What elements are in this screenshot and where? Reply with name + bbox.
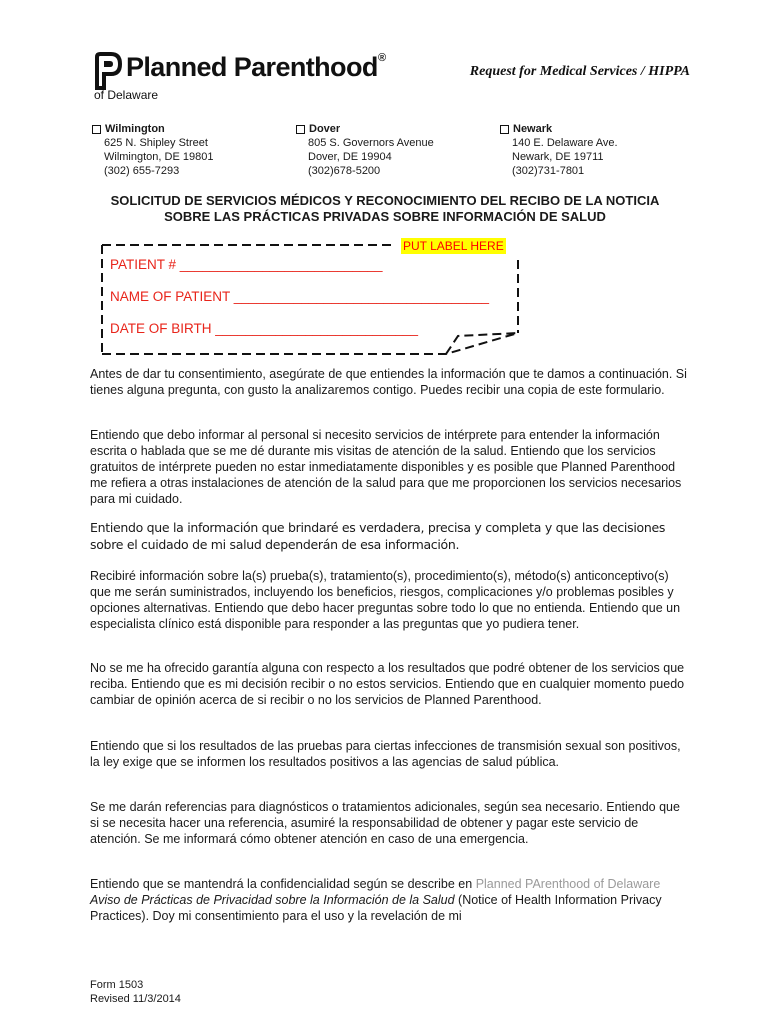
paragraph-interpreter: Entiendo que debo informar al personal si necesito servicios de intérprete para entender la información escrita o hablada que se me dé durante mis visitas de atención de la salud. Entiendo que los servicios gratuitos de intérprete pueden no estar inmediatamente disponibles y es posible que Planned Parenthood me refiera a otras instalaciones de atención de la salud para que me proporcionen los servicios necesarios para mi cuidado. [90, 428, 682, 506]
location-address: 140 E. Delaware Ave. [512, 137, 618, 149]
confidentiality-text-start: Entiendo que se mantendrá la confidencialidad según se describe en [90, 877, 476, 891]
location-phone: (302)678-5200 [308, 165, 381, 177]
paragraph-consent-intro: Antes de dar tu consentimiento, asegúrate de que entiendes la información que te damos a continuación. Si tienes alguna pregunta, con gusto la analizaremos contigo. Puedes recibir una copia de este formulario. [90, 367, 687, 397]
location-phone: (302)731-7801 [512, 165, 585, 177]
location-city: Wilmington, DE 19801 [104, 151, 214, 163]
patient-name-field[interactable]: NAME OF PATIENT __________________________________ [110, 289, 490, 304]
location-newark [500, 122, 618, 178]
form-heading [80, 193, 690, 225]
checkbox-newark[interactable] [500, 125, 509, 134]
planned-parenthood-delaware-link[interactable]: Planned PArenthood of Delaware [475, 877, 661, 891]
planned-parenthood-p-icon [92, 52, 122, 90]
location-name: Dover [309, 123, 341, 135]
logo-subtitle: of Delaware [94, 88, 159, 102]
location-name: Wilmington [105, 123, 165, 135]
location-phone: (302) 655-7293 [104, 165, 180, 177]
location-wilmington [92, 122, 213, 178]
date-of-birth-field[interactable]: DATE OF BIRTH ___________________________ [110, 321, 418, 336]
paragraph-sti-reporting: Entiendo que si los resultados de las pruebas para ciertas infecciones de transmisión sexual son positivos, la ley exige que se informen los resultados positivos a las agencias de salud pública. [90, 739, 681, 769]
location-name: Newark [513, 123, 553, 135]
location-city: Newark, DE 19711 [512, 151, 604, 163]
confidentiality-text-end: (Notice of Health Information Privacy Practices). Doy mi consentimiento para el uso y la revelación de mi [90, 893, 662, 923]
paragraph-truthful-info: Entiendo que la información que brindaré es verdadera, precisa y completa y que las decisiones sobre el cuidado de mi salud dependerán de esa información. [90, 520, 666, 552]
heading-line-1: SOLICITUD DE SERVICIOS MÉDICOS Y RECONOCIMIENTO DEL RECIBO DE LA NOTICIA [110, 193, 660, 208]
privacy-notice-title: Aviso de Prácticas de Privacidad sobre la Información de la Salud [90, 893, 455, 907]
heading-line-2: SOBRE LAS PRÁCTICAS PRIVADAS SOBRE INFORMACIÓN DE SALUD [164, 209, 606, 224]
location-city: Dover, DE 19904 [308, 151, 392, 163]
logo-wordmark: Planned Parenthood [126, 52, 378, 82]
planned-parenthood-logo [92, 50, 412, 106]
paragraph-no-guarantee: No se me ha ofrecido garantía alguna con respecto a los resultados que podré obtener de los servicios que reciba. Entiendo que es mi decisión recibir o no estos servicios. Entiendo que en cualquier momento puedo cambiar de opinión acerca de si recibir o no los servicios de Planned Parenthood. [90, 661, 685, 707]
checkbox-dover[interactable] [296, 125, 305, 134]
form-number: Form 1503 [90, 979, 144, 991]
form-footer [90, 978, 181, 1006]
document-title: Request for Medical Services / HIPPA [469, 64, 690, 79]
registered-mark: ® [378, 52, 387, 64]
put-label-here-tag: PUT LABEL HERE [403, 239, 504, 253]
location-address: 625 N. Shipley Street [104, 137, 208, 149]
paragraph-referrals: Se me darán referencias para diagnósticos o tratamientos adicionales, según sea necesario. Entiendo que si se necesita hacer una referencia, asumiré la responsabilidad de obtener y pagar este servicio de atención. Se me informará cómo obtener atención en caso de una emergencia. [90, 800, 680, 846]
location-address: 805 S. Governors Avenue [308, 137, 434, 149]
revision-date: Revised 11/3/2014 [90, 993, 181, 1005]
location-dover [296, 122, 434, 178]
paragraph-treatment-info: Recibiré información sobre la(s) prueba(s), tratamiento(s), procedimiento(s), método(s) anticonceptivo(s) que me serán suministrados, incluyendo los beneficios, riesgos, complicaciones y/o problemas posibles y opciones alternativas. Entiendo que debo hacer preguntas sobre todo lo que no entienda. Entiendo que un especialista clínico está disponible para responder a las preguntas que yo pudiera tener. [90, 569, 681, 631]
patient-number-field[interactable]: PATIENT # ___________________________ [110, 257, 383, 272]
checkbox-wilmington[interactable] [92, 125, 101, 134]
paragraph-confidentiality [90, 876, 690, 924]
